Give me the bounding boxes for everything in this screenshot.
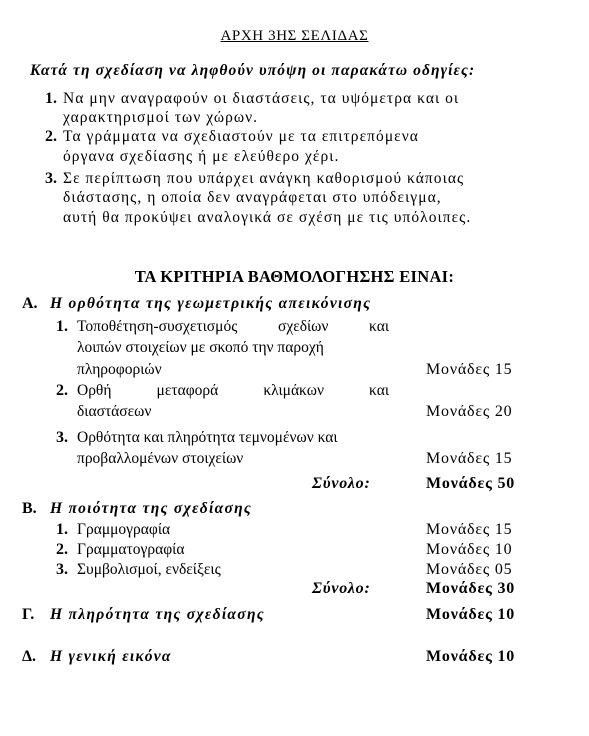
guideline-line: Τα γράμματα να σχεδιαστούν με τα επιτρεπόμενα [63,128,419,145]
guideline-line: Να μην αναγραφούν οι διαστάσεις, τα υψόμετρα και οι [63,90,460,107]
section-points: Μονάδες 10 [426,606,516,623]
criterion-text: Ορθή μεταφορά κλιμάκων και [77,382,389,399]
criterion-number: 1. [56,521,68,538]
section-title: Η πληρότητα της σχεδίασης [50,606,265,623]
guideline-number: 1. [45,90,57,107]
criterion-line: διαστάσεων [77,403,152,420]
guideline-line: διάστασης, η οποία δεν αναγράφεται στο υπόδειγμα, [63,189,442,206]
guidelines-title: Κατά τη σχεδίαση να ληφθούν υπόψη οι παρακάτω οδηγίες: [30,62,476,79]
guideline-line: Σε περίπτωση που υπάρχει ανάγκη καθορισμού κάποιας [63,170,465,187]
criterion-line [77,318,389,336]
criterion-label: Γραμμογραφία [77,521,171,538]
guideline-line: χαρακτηρισμοί των χώρων. [63,109,259,126]
criterion-points: Μονάδες 15 [426,361,513,378]
section-letter: Α. [22,295,38,312]
guideline-line: αυτή θα προκύψει αναλογικά σε σχέση με τις υπόλοιπες. [63,209,472,226]
criterion-number: 2. [56,541,68,558]
section-total-points: Μονάδες 30 [426,580,516,597]
section-points: Μονάδες 10 [426,648,516,665]
criterion-number: 3. [56,561,68,578]
criterion-points: Μονάδες 20 [426,403,513,420]
page-header: ΑΡΧΗ 3ΗΣ ΣΕΛΙΔΑΣ [220,28,369,44]
section-title: Η ορθότητα της γεωμετρικής απεικόνισης [50,295,372,312]
criterion-number: 3. [56,429,68,446]
criterion-line: πληροφοριών [77,361,162,378]
criterion-label: Γραμματογραφία [77,541,185,558]
criterion-line: προβαλλομένων στοιχείων [77,450,244,467]
section-letter: Γ. [22,606,35,623]
section-letter: Β. [22,500,37,517]
criterion-line: λοιπών στοιχείων με σκοπό την παροχή [77,339,324,356]
criterion-number: 1. [56,318,68,335]
criterion-line: Ορθότητα και πληρότητα τεμνομένων και [77,429,338,446]
criterion-points: Μονάδες 10 [426,541,513,558]
criterion-number: 2. [56,382,68,399]
section-title: Η γενική εικόνα [50,648,172,665]
guideline-number: 2. [45,128,57,145]
criterion-label: Συμβολισμοί, ενδείξεις [77,561,221,578]
criterion-points: Μονάδες 05 [426,561,513,578]
section-total-label: Σύνολο: [312,580,371,597]
section-letter: Δ. [22,648,37,665]
section-total-label: Σύνολο: [312,475,371,492]
guideline-line: όργανα σχεδίασης ή με ελεύθερο χέρι. [63,148,340,165]
section-title: Η ποιότητα της σχεδίασης [50,500,253,517]
guideline-number: 3. [45,170,57,187]
criterion-points: Μονάδες 15 [426,521,513,538]
criteria-title: ΤΑ ΚΡΙΤΗΡΙΑ ΒΑΘΜΟΛΟΓΗΣΗΣ ΕΙΝΑΙ: [134,267,455,286]
criterion-line [77,382,389,400]
criterion-points: Μονάδες 15 [426,450,513,467]
section-total-points: Μονάδες 50 [426,475,516,492]
criterion-text: Τοποθέτηση-συσχετισμός σχεδίων και [77,318,389,335]
